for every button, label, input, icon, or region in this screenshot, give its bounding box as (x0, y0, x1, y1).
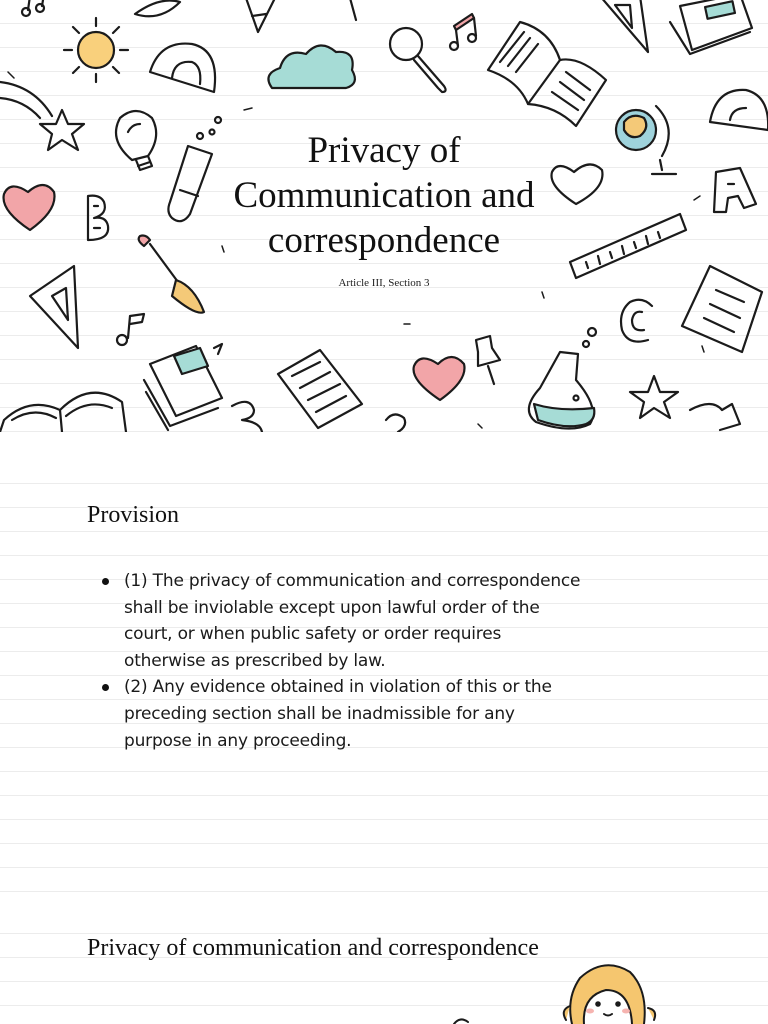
leaf-icon (135, 1, 180, 17)
pencil-icon (350, 0, 356, 20)
ruler-icon (570, 214, 686, 278)
letter-a-icon (246, 0, 274, 32)
letter-b-icon (88, 196, 108, 240)
girl-illustration (0, 910, 768, 1024)
music-note-icon (117, 314, 144, 345)
heart-icon (414, 357, 465, 400)
triangle-ruler-icon (600, 0, 648, 52)
paintbrush-icon (139, 236, 204, 313)
book-icon (488, 22, 606, 126)
heart-icon (4, 185, 55, 230)
globe-icon (616, 106, 676, 174)
list-item (102, 568, 582, 674)
bullet-icon (102, 684, 109, 691)
slide-subtitle: Article III, Section 3 (338, 277, 430, 289)
slide-heading: Provision (87, 502, 180, 528)
slide-heading: Privacy of communication and correspondence (87, 935, 539, 961)
star-icon (0, 82, 84, 150)
number-3-icon (232, 402, 262, 432)
lightbulb-icon (116, 111, 156, 170)
triangle-ruler-icon (30, 266, 78, 348)
cloud-icon (268, 45, 354, 88)
heart-icon (552, 164, 603, 204)
book-icon (670, 0, 752, 54)
pushpin-icon (476, 336, 500, 384)
sun-icon (64, 18, 128, 82)
avatar-icon (564, 965, 655, 1024)
list-item-text: (1) The privacy of communication and correspondence shall be inviolable except upon lawful order of the court, or when public safety or order requires otherwise as prescribed by law. (124, 571, 581, 671)
book-icon (144, 344, 222, 430)
magnifier-icon (390, 28, 446, 92)
bullet-icon (102, 578, 109, 585)
protractor-icon (710, 90, 768, 130)
number-2-icon (386, 414, 405, 432)
section-slide (0, 910, 768, 1024)
music-note-icon (22, 0, 44, 16)
document-icon (682, 266, 762, 352)
book-icon (0, 393, 126, 432)
star-icon (630, 376, 740, 430)
slide-title: Privacy of Communication and correspondence (233, 130, 535, 261)
provision-list (102, 568, 582, 754)
title-slide (0, 0, 768, 432)
provision-slide (0, 460, 768, 892)
flask-icon (529, 328, 596, 429)
letter-a-icon (714, 168, 756, 212)
list-item-text: (2) Any evidence obtained in violation of this or the preceding section shall be inadmissible for any purpose in any proceeding. (124, 677, 552, 751)
document-icon (278, 350, 362, 428)
scribble-icon (454, 1019, 468, 1024)
list-item (102, 674, 582, 754)
protractor-icon (150, 44, 215, 92)
music-note-icon (450, 14, 476, 50)
letter-c-icon (621, 300, 652, 342)
